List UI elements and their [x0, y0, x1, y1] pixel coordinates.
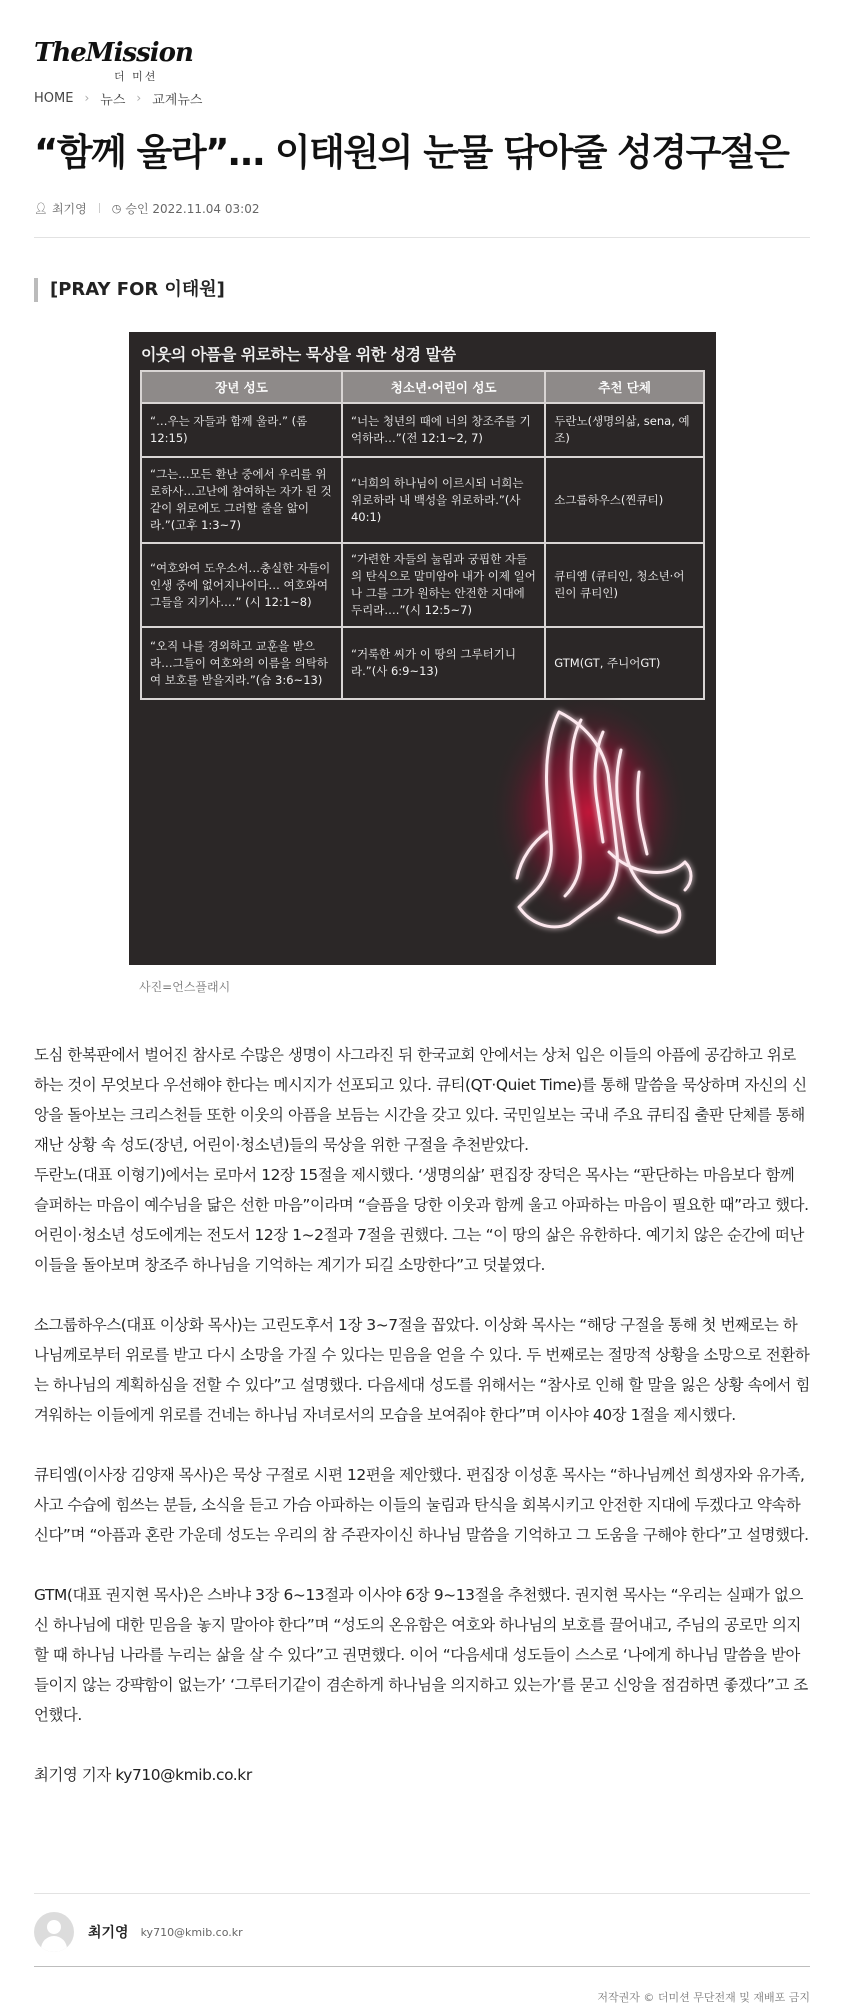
author-box — [34, 1912, 243, 1952]
body-paragraph: 도심 한복판에서 벌어진 참사로 수많은 생명이 사그라진 뒤 한국교회 안에서는 상처 입은 이들의 아픔에 공감하고 위로하는 것이 무엇보다 우선해야 한다는 메시지가 선포되고 있다. 큐티(QT·Quiet Time)를 통해 말씀을 묵상하며 자신의 신앙을 돌아보는 크리스천들 또한 이웃의 아픔을 보듬는 시간을 갖고 있다. 국민일보는 국내 주요 큐티집 출판 단체를 통해 재난 상황 속 성도(장년, 어린이·청소년)들의 묵상을 위한 구절을 추천받았다. — [34, 1046, 807, 1154]
body-paragraph: 큐티엠(이사장 김양재 목사)은 묵상 구절로 시편 12편을 제안했다. 편집장 이성훈 목사는 “하나님께선 희생자와 유가족, 사고 수습에 힘쓰는 분들, 소식을 듣고 가슴 아파하는 이들의 눌림과 탄식을 회복시키고 안전한 지대에 두겠다고 약속하신다”며 “아픔과 혼란 가운데 성도는 우리의 참 주관자이신 하나님 말씀을 기억하고 그 도움을 구해야 한다”고 설명했다. — [34, 1466, 809, 1544]
article-meta — [34, 200, 259, 216]
table-row — [141, 403, 704, 457]
table-header: 추천 단체 — [545, 371, 704, 403]
clock-icon: ◷ — [111, 201, 122, 215]
table-row — [141, 457, 704, 543]
article-body — [34, 1040, 810, 1790]
table-cell: “가련한 자들의 눌림과 궁핍한 자들의 탄식으로 말미암아 내가 이제 일어나 그를 그가 원하는 안전한 지대에 두리라….”(시 12:5~7) — [342, 543, 545, 627]
avatar-head — [47, 1920, 61, 1934]
person-icon: 👤︎ — [34, 201, 48, 215]
table-cell: 큐티엠 (큐티인, 청소년·어린이 큐티인) — [545, 543, 704, 627]
chevron-right-icon: › — [84, 91, 90, 105]
body-paragraph: 소그룹하우스(대표 이상화 목사)는 고린도후서 1장 3~7절을 꼽았다. 이상화 목사는 “해당 구절을 통해 첫 번째로는 하나님께로부터 위로를 받고 다시 소망을 가질 수 있다는 믿음을 얻을 수 있다. 두 번째로는 절망적 상황을 소망으로 전환하는 하나님의 계획하심을 전할 수 있다”고 설명했다. 다음세대 성도를 위해서는 “참사로 인해 할 말을 잃은 상황 속에서 힘겨워하는 이들에게 위로를 건네는 하나님 자녀로서의 모습을 보여줘야 한다”며 이사야 40장 1절을 제시했다. — [34, 1316, 810, 1424]
table-header: 청소년·어린이 성도 — [342, 371, 545, 403]
table-cell: “거룩한 씨가 이 땅의 그루터기니라.”(사 6:9~13) — [342, 627, 545, 699]
table-cell: GTM(GT, 주니어GT) — [545, 627, 704, 699]
table-header: 장년 성도 — [141, 371, 342, 403]
table-cell: “그는…모든 환난 중에서 우리를 위로하사…고난에 참여하는 자가 된 것 같이 위로에도 그러할 줄을 앎이라.”(고후 1:3~7) — [141, 457, 342, 543]
author-email[interactable]: ky710@kmib.co.kr — [140, 1925, 243, 1939]
table-cell: “…우는 자들과 함께 울라.” (롬 12:15) — [141, 403, 342, 457]
breadcrumb-home[interactable]: HOME — [34, 90, 74, 106]
article-title: “함께 울라”… 이태원의 눈물 닦아줄 성경구절은 — [34, 131, 789, 174]
bible-verse-table — [140, 370, 705, 700]
author-name[interactable]: 최기영 — [88, 1925, 129, 1941]
table-cell: “오직 나를 경외하고 교훈을 받으라…그들이 여호와의 이름을 의탁하여 보호를 받을지라.”(습 3:6~13) — [141, 627, 342, 699]
image-caption: 사진=언스플래시 — [139, 980, 231, 994]
table-row — [141, 543, 704, 627]
table-cell: 소그룹하우스(찐큐티) — [545, 457, 704, 543]
praying-hands-icon — [489, 692, 704, 952]
logo-subtitle: 더 미션 — [114, 70, 158, 83]
author-box-divider — [34, 1893, 810, 1894]
article-date: 승인 2022.11.04 03:02 — [125, 201, 260, 216]
site-logo[interactable] — [34, 38, 193, 83]
breadcrumb-church-news[interactable]: 교계뉴스 — [152, 92, 203, 108]
reporter-byline: 최기영 기자 ky710@kmib.co.kr — [34, 1766, 252, 1784]
chevron-right-icon: › — [136, 91, 142, 105]
table-cell: 두란노(생명의삶, sena, 예조) — [545, 403, 704, 457]
table-row — [141, 627, 704, 699]
article-subhead: [PRAY FOR 이태원] — [34, 278, 225, 302]
copyright-notice: 저작권자 © 더미션 무단전재 및 재배포 금지 — [597, 1991, 810, 2004]
avatar-body — [41, 1936, 67, 1952]
breadcrumb-news[interactable]: 뉴스 — [100, 92, 126, 108]
article-author[interactable]: 최기영 — [51, 201, 87, 216]
meta-divider — [99, 203, 100, 213]
table-cell: “너는 청년의 때에 너의 창조주를 기억하라…”(전 12:1~2, 7) — [342, 403, 545, 457]
article-image — [129, 332, 716, 965]
footer-divider — [34, 1966, 810, 1967]
breadcrumb — [34, 89, 202, 107]
avatar — [34, 1912, 74, 1952]
body-paragraph: GTM(대표 권지현 목사)은 스바냐 3장 6~13절과 이사야 6장 9~13절을 추천했다. 권지현 목사는 “우리는 실패가 없으신 하나님에 대한 믿음을 놓지 말아야 한다”며 “성도의 온유함은 여호와 하나님의 보호를 끌어내고, 주님의 공로만 의지할 때 하나님 나라를 누리는 삶을 살 수 있다”고 권면했다. 이어 “다음세대 성도들이 스스로 ‘나에게 하나님 말씀을 받아들이지 않는 강퍅함이 없는가’ ‘그루터기같이 겸손하게 하나님을 의지하고 있는가’를 묻고 신앙을 점검하면 좋겠다”고 조언했다. — [34, 1586, 808, 1724]
header-divider — [34, 237, 810, 238]
body-paragraph: 두란노(대표 이형기)에서는 로마서 12장 15절을 제시했다. ‘생명의삶’ 편집장 장덕은 목사는 “판단하는 마음보다 함께 슬퍼하는 마음이 예수님을 닮은 선한 마음”이라며 “슬픔을 당한 이웃과 함께 울고 아파하는 마음이 필요한 때”라고 했다. 어린이·청소년 성도에게는 전도서 12장 1~2절과 7절을 권했다. 그는 “이 땅의 삶은 유한하다. 예기치 않은 순간에 떠난 이들을 돌아보며 창조주 하나님을 기억하는 계기가 되길 소망한다”고 덧붙였다. — [34, 1166, 809, 1274]
table-cell: “너희의 하나님이 이르시되 너희는 위로하라 내 백성을 위로하라.”(사 40:1) — [342, 457, 545, 543]
logo-wordmark: TheMission — [34, 38, 193, 68]
table-cell: “여호와여 도우소서…충실한 자들이 인생 중에 없어지나이다… 여호와여 그들을 지키사….” (시 12:1~8) — [141, 543, 342, 627]
figure-title: 이웃의 아픔을 위로하는 묵상을 위한 성경 말씀 — [141, 345, 456, 364]
